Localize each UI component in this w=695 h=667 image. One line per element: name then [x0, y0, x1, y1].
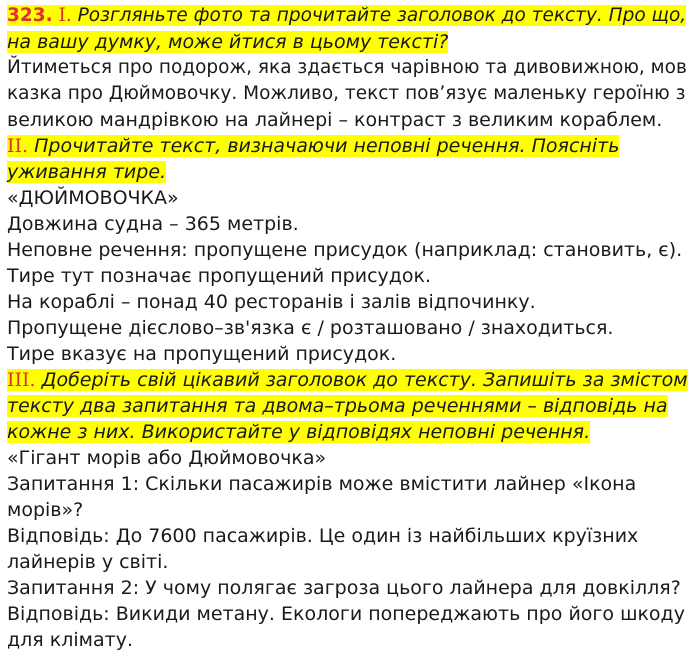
task-1-line-1 [7, 3, 691, 29]
task-2-highlight [7, 135, 619, 157]
answer-q1-line-1: Відповідь: До 7600 пасажирів. Це один із найбільших круїзних [7, 525, 639, 547]
answer-2-line-3: Тире тут позначає пропущений присудок. [7, 265, 432, 287]
task-1-text-2: на вашу думку, може йтися в цьому тексті? [7, 31, 449, 53]
task-2-text-2: уживання тире. [7, 161, 167, 183]
task-1-highlight [7, 5, 686, 26]
task-3-text-1: Доберіть свій цікавий заголовок до тексту. Запишіть за змістом [41, 369, 688, 391]
task-2-text-1: Прочитайте текст, визначаючи неповні речення. Поясніть [34, 135, 620, 157]
answer-2-line-5: Пропущене дієслово–зв'язка є / розташовано / знаходиться. [7, 317, 614, 339]
task-2-line-1 [7, 133, 691, 159]
task-3-line-1 [7, 367, 691, 393]
answer-q1-line-2: лайнерів у світі. [7, 551, 169, 573]
task-3-line-3 [7, 419, 691, 445]
task-3-text-3: кожне з них. Використайте у відповідях неповні речення. [7, 421, 591, 443]
answer-1-line-1: Йтиметься про подорож, яка здається чарівною та дивовижною, мов [7, 57, 687, 78]
chosen-title: «Гігант морів або Дюймовочка» [7, 447, 327, 469]
answer-2-line-1: Довжина судна – 365 метрів. [7, 213, 299, 235]
task-3-highlight [7, 369, 688, 391]
task-1-line-2 [7, 29, 691, 55]
task-3-line-2 [7, 393, 691, 419]
question-1-line-1: Запитання 1: Скільки пасажирів може вмістити лайнер «Ікона [7, 473, 637, 495]
answer-q2-line-2: для клімату. [7, 629, 133, 651]
answer-1-line-3: великою мандрівкою на лайнері – контраст з великим кораблем. [7, 109, 663, 131]
part-2-roman: II. [7, 135, 29, 157]
question-2-line-1: Запитання 2: У чому полягає загроза цього лайнера для довкілля? [7, 577, 681, 599]
part-3-roman: III. [7, 369, 36, 391]
task-2-line-2 [7, 159, 691, 185]
answer-2-line-6: Тире вказує на пропущений присудок. [7, 343, 397, 365]
answer-2-line-4: На кораблі – понад 40 ресторанів і залів відпочинку. [7, 291, 536, 313]
part-1-roman: I. [58, 5, 72, 26]
answer-q2-line-1: Відповідь: Викиди метану. Екологи попереджають про його шкоду [7, 603, 685, 625]
task-3-text-2: тексту два запитання та двома–трьома реченнями – відповідь на [7, 395, 668, 417]
exercise-number: 323. [7, 5, 53, 26]
answer-1-line-2: казка про Дюймовочку. Можливо, текст пов’язує маленьку героїню з [7, 83, 686, 104]
exercise-page [7, 3, 691, 653]
question-1-line-2: морів»? [7, 499, 84, 521]
answer-2-line-2: Неповне речення: пропущене присудок (наприклад: становить, є). [7, 239, 683, 261]
text-title: «ДЮЙМОВОЧКА» [7, 187, 179, 209]
task-1-text-1: Розгляньте фото та прочитайте заголовок до тексту. Про що, [77, 5, 687, 26]
